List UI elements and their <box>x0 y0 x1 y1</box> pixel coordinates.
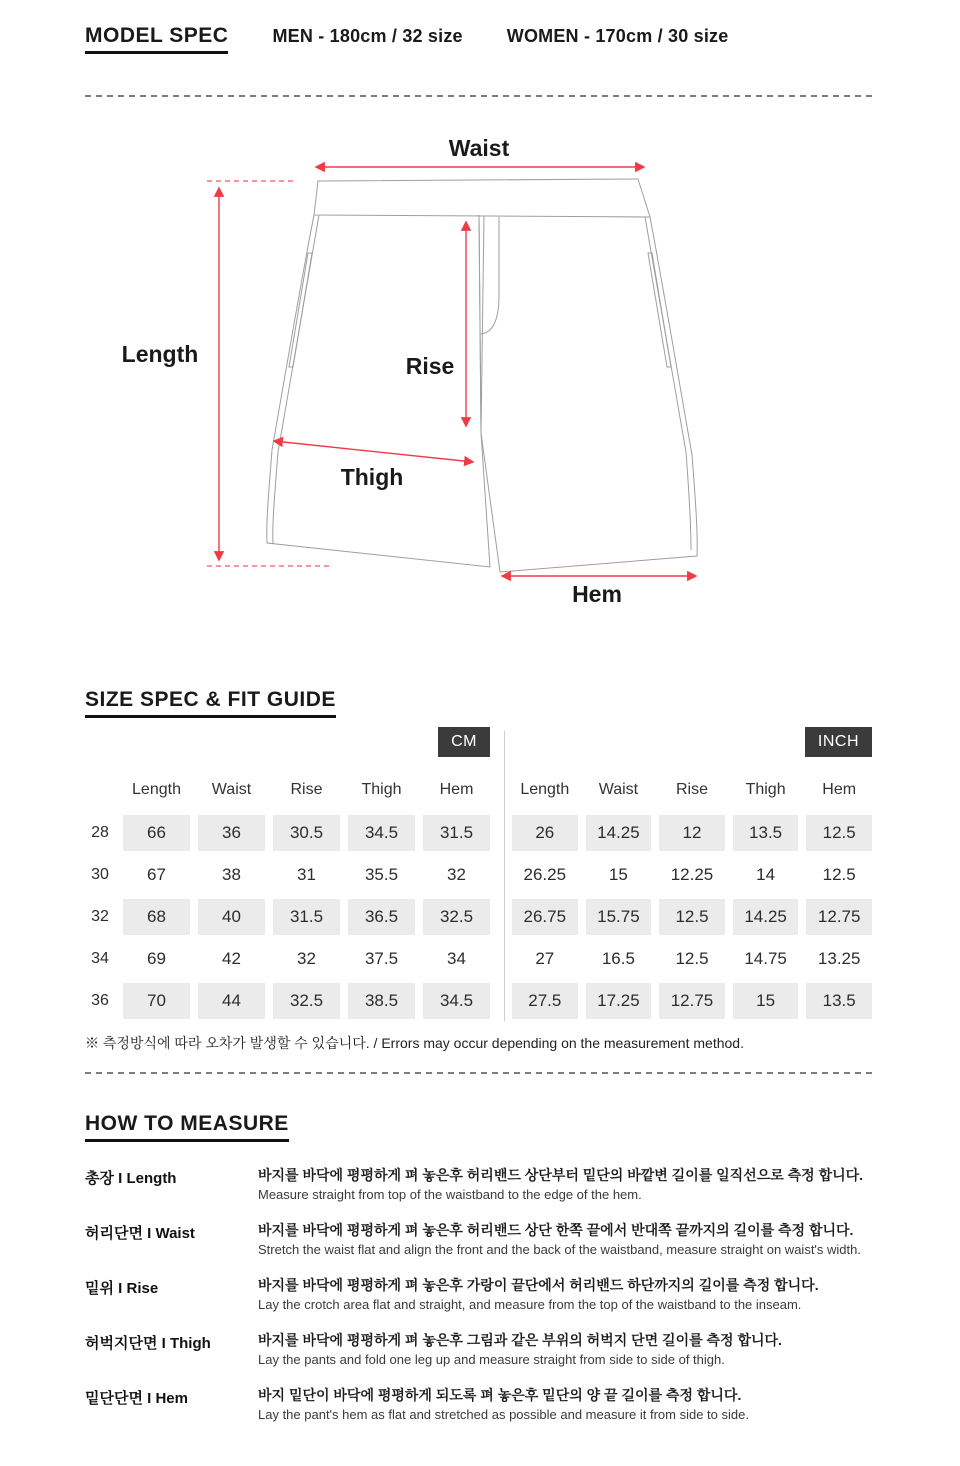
size-cell: 12.5 <box>806 815 872 851</box>
size-cell: 37.5 <box>364 949 399 968</box>
size-cell: 40 <box>198 899 265 935</box>
size-cell: 44 <box>198 983 265 1019</box>
measure-desc-kr: 바지 밑단이 바닥에 평평하게 되도록 펴 놓은후 밑단의 양 끝 길이를 측정 합니다. <box>258 1387 742 1403</box>
table-row <box>512 899 872 935</box>
size-cell: 70 <box>123 983 190 1019</box>
model-spec-men: MEN - 180cm / 32 size <box>272 26 463 46</box>
column-header: Thigh <box>361 781 402 798</box>
measurement-error-note: ※ 측정방식에 따라 오차가 발생할 수 있습니다. / Errors may occur depending on the measurement method. <box>85 1035 744 1051</box>
size-cell: 36 <box>198 815 265 851</box>
column-header: Length <box>132 781 181 798</box>
measure-desc-kr: 바지를 바닥에 평평하게 펴 놓은후 가랑이 끝단에서 허리밴드 하단까지의 길이를 측정 합니다. <box>258 1277 819 1293</box>
measure-desc-kr: 바지를 바닥에 평평하게 펴 놓은후 그림과 같은 부위의 허벅지 단면 길이를 측정 합니다. <box>258 1332 782 1348</box>
size-cell: 68 <box>123 899 190 935</box>
size-cell: 36.5 <box>348 899 415 935</box>
size-label: 28 <box>91 824 109 841</box>
size-cell: 32 <box>447 865 466 884</box>
size-cell: 34.5 <box>423 983 490 1019</box>
size-cell: 13.25 <box>817 949 861 968</box>
table-row <box>512 815 872 851</box>
measure-label: 밑위 I Rise <box>85 1280 159 1297</box>
size-label: 34 <box>91 950 109 967</box>
measure-desc-kr: 바지를 바닥에 평평하게 펴 놓은후 허리밴드 상단부터 밑단의 바깥변 길이를 일직선으로 측정 합니다. <box>258 1167 864 1183</box>
column-header: Rise <box>675 781 708 798</box>
shorts-measurement-diagram <box>100 120 860 640</box>
size-cell: 15 <box>733 983 799 1019</box>
size-cell: 14.25 <box>733 899 799 935</box>
column-header: Waist <box>598 781 639 798</box>
column-header: Hem <box>822 781 857 798</box>
size-cell: 32.5 <box>423 899 490 935</box>
size-cell: 66 <box>123 815 190 851</box>
table-row <box>85 815 490 851</box>
measure-label: 허벅지단면 I Thigh <box>85 1335 211 1352</box>
size-label: 30 <box>91 866 109 883</box>
measure-label: 총장 I Length <box>85 1170 177 1187</box>
table-header-inch <box>512 781 872 799</box>
table-row <box>85 857 490 893</box>
diagram-label-length: Length <box>121 341 199 367</box>
size-cell: 14.25 <box>586 815 652 851</box>
size-cell: 31 <box>297 865 316 884</box>
size-cell: 13.5 <box>733 815 799 851</box>
size-cell: 32.5 <box>273 983 340 1019</box>
size-cell: 30.5 <box>273 815 340 851</box>
size-cell: 27.5 <box>512 983 578 1019</box>
measure-row-hem <box>85 1386 885 1424</box>
table-row <box>85 899 490 935</box>
size-cell: 34.5 <box>348 815 415 851</box>
size-cell: 34 <box>447 949 466 968</box>
size-cell: 26 <box>512 815 578 851</box>
diagram-label-hem: Hem <box>572 581 622 607</box>
table-header-cm <box>85 781 490 799</box>
size-cell: 12.5 <box>822 865 856 884</box>
measure-desc-kr: 바지를 바닥에 평평하게 펴 놓은후 허리밴드 상단 한쪽 끝에서 반대쪽 끝까지의 길이를 측정 합니다. <box>258 1222 854 1238</box>
size-label: 36 <box>91 992 109 1009</box>
column-header: Waist <box>211 781 252 798</box>
size-cell: 12 <box>659 815 725 851</box>
size-cell: 31.5 <box>423 815 490 851</box>
size-cell: 35.5 <box>364 865 399 884</box>
size-cell: 26.25 <box>523 865 567 884</box>
column-header: Hem <box>439 781 474 798</box>
size-cell: 42 <box>222 949 241 968</box>
measure-desc-en: Measure straight from top of the waistband to the edge of the hem. <box>258 1187 642 1202</box>
diagram-label-thigh: Thigh <box>340 464 404 490</box>
size-cell: 14 <box>756 865 776 884</box>
size-cell: 15.75 <box>586 899 652 935</box>
unit-badge-cm: CM <box>438 727 490 757</box>
measure-row-length <box>85 1166 885 1204</box>
measure-row-thigh <box>85 1331 885 1369</box>
size-table-inch <box>512 727 872 1019</box>
model-spec-women: WOMEN - 170cm / 30 size <box>506 26 729 46</box>
column-header: Rise <box>290 781 323 798</box>
table-row <box>512 857 872 893</box>
size-cell: 14.75 <box>744 949 787 968</box>
column-header: Thigh <box>745 781 786 798</box>
size-cell: 38.5 <box>348 983 415 1019</box>
size-spec-title: SIZE SPEC & FIT GUIDE <box>85 688 336 718</box>
size-cell: 38 <box>222 865 241 884</box>
table-row <box>512 983 872 1019</box>
size-cell: 27 <box>535 949 555 968</box>
size-cell: 16.5 <box>601 949 635 968</box>
measure-label: 밑단단면 I Hem <box>85 1390 188 1407</box>
size-cell: 67 <box>147 865 166 884</box>
diagram-label-waist: Waist <box>448 135 510 161</box>
dashed-divider <box>85 1072 875 1074</box>
size-cell: 12.5 <box>659 899 725 935</box>
table-row <box>85 983 490 1019</box>
size-cell: 12.25 <box>670 865 714 884</box>
size-label: 32 <box>91 908 109 925</box>
size-table-cm <box>85 727 490 1019</box>
measure-row-waist <box>85 1221 885 1259</box>
diagram-label-rise: Rise <box>405 353 455 379</box>
measure-desc-en: Stretch the waist flat and align the front and the back of the waistband, measure straight on waist's width. <box>258 1242 861 1257</box>
measure-label: 허리단면 I Waist <box>85 1225 195 1242</box>
table-row <box>512 941 872 977</box>
size-cell: 12.75 <box>806 899 872 935</box>
size-cell: 17.25 <box>586 983 652 1019</box>
table-divider <box>504 731 505 1021</box>
size-cell: 13.5 <box>806 983 872 1019</box>
size-cell: 12.5 <box>675 949 709 968</box>
how-to-measure-title: HOW TO MEASURE <box>85 1112 289 1142</box>
size-cell: 26.75 <box>512 899 578 935</box>
unit-badge-inch: INCH <box>805 727 872 757</box>
measure-row-rise <box>85 1276 885 1314</box>
model-spec-bar <box>85 24 728 54</box>
model-spec-title: MODEL SPEC <box>85 24 228 54</box>
measure-desc-en: Lay the pants and fold one leg up and measure straight from side to side of thigh. <box>258 1352 725 1367</box>
dashed-divider <box>85 95 875 97</box>
how-to-measure-list <box>85 1166 885 1441</box>
size-cell: 15 <box>608 865 628 884</box>
measure-desc-en: Lay the crotch area flat and straight, and measure from the top of the waistband to the inseam. <box>258 1297 802 1312</box>
size-cell: 69 <box>147 949 166 968</box>
shorts-outline <box>267 179 697 572</box>
size-cell: 31.5 <box>273 899 340 935</box>
size-cell: 12.75 <box>659 983 725 1019</box>
table-row <box>85 941 490 977</box>
column-header: Length <box>520 781 570 798</box>
size-cell: 32 <box>297 949 316 968</box>
measure-desc-en: Lay the pant's hem as flat and stretched as possible and measure it from side to side. <box>258 1407 749 1422</box>
